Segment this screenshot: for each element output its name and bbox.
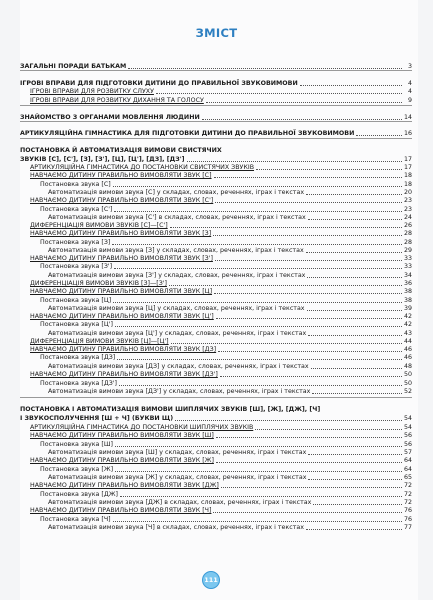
toc-entry-title: НАВЧАЄМО ДИТИНУ ПРАВИЛЬНО ВИМОВЛЯТИ ЗВУК [З'] [30, 255, 213, 262]
toc-entry-page: 33 [403, 263, 412, 270]
toc-entry-title: ЗВУКІВ [С], [С'], [З], [З'], [Ц], [Ц'], [ДЗ], [ДЗ'] [20, 156, 185, 163]
dot-leader [115, 446, 402, 447]
dot-leader [307, 277, 402, 278]
dot-leader [308, 219, 402, 220]
toc-entry-title: НАВЧАЄМО ДИТИНУ ПРАВИЛЬНО ВИМОВЛЯТИ ЗВУК [ДЗ] [30, 346, 217, 353]
toc-entry-page: 42 [403, 321, 412, 328]
toc-entry-page: 56 [403, 432, 412, 439]
toc-entry-page: 20 [403, 189, 412, 196]
toc-entry-title: НАВЧАЄМО ДИТИНУ ПРАВИЛЬНО ВИМОВЛЯТИ ЗВУК [С'] [30, 197, 214, 204]
dot-leader [114, 211, 402, 212]
toc-entry-title: ЗНАЙОМСТВО З ОРГАНАМИ МОВЛЕННЯ ЛЮДИНИ [20, 114, 200, 121]
toc-entry-title: ІГРОВІ ВПРАВИ ДЛЯ РОЗВИТКУ СЛУХУ [30, 88, 154, 95]
toc-entry-page: 18 [403, 172, 412, 179]
toc-entry-page: 34 [403, 272, 412, 279]
toc-entry-page: 42 [403, 313, 412, 320]
dot-leader [307, 310, 402, 311]
toc-entry-title: Постановка звука [ДЖ] [40, 491, 118, 498]
dot-leader [216, 437, 402, 438]
toc-entry-page: 65 [403, 474, 412, 481]
dot-leader [175, 420, 402, 421]
toc-entry-page: 46 [403, 346, 412, 353]
toc-entry-page: 77 [403, 524, 412, 531]
toc-entry-title: АРТИКУЛЯЦІЙНА ГІМНАСТИКА ДО ПОСТАНОВКИ ШИПЛЯЧИХ ЗВУКІВ [30, 424, 254, 431]
toc-entry-title: ДИФЕРЕНЦІАЦІЯ ВИМОВИ ЗВУКІВ [С]—[С'] [30, 222, 168, 229]
section-divider [20, 138, 412, 139]
toc-entry-page: 18 [403, 181, 412, 188]
dot-leader [113, 521, 402, 522]
toc-entry-title: Постановка звука [Ш] [40, 441, 114, 448]
toc-entry-page: 17 [403, 164, 412, 171]
toc-entry-page: 72 [403, 482, 412, 489]
dot-leader [215, 202, 402, 203]
dot-leader [306, 529, 402, 530]
toc-entry-page: 56 [403, 441, 412, 448]
toc-entry[interactable] [20, 431, 412, 440]
dot-leader [113, 302, 402, 303]
toc-entry-title: Постановка звука [З'] [40, 263, 113, 270]
dot-leader [256, 169, 402, 170]
toc-entry[interactable] [20, 129, 412, 138]
dot-leader [313, 504, 402, 505]
toc-entry-page: 50 [403, 371, 412, 378]
toc-entry-title: Автоматизація вимови звука [С'] в складах, словах, реченнях, іграх і текстах [48, 214, 306, 221]
toc-entry-title: ЗАГАЛЬНІ ПОРАДИ БАТЬКАМ [20, 63, 127, 70]
toc-entry-title: НАВЧАЄМО ДИТИНУ ПРАВИЛЬНО ВИМОВЛЯТИ ЗВУК [ДЖ] [30, 482, 219, 489]
dot-leader [221, 487, 402, 488]
toc-entry-title: Постановка звука [Ч] [40, 516, 111, 523]
dot-leader [202, 119, 402, 120]
toc-entry-page: 38 [403, 288, 412, 295]
toc-entry-page: 36 [403, 280, 412, 287]
toc-entry-title: Автоматизація вимови звука [ДЗ'] у складах, словах, реченнях, іграх і текстах [48, 388, 311, 395]
toc-entry-page: 76 [403, 507, 412, 514]
dot-leader [356, 135, 402, 136]
toc-entry-page: 23 [403, 197, 412, 204]
toc-entry-title: Автоматизація вимови звука [З] у складах, словах, реченнях, іграх і текстах [48, 247, 304, 254]
dot-leader [308, 479, 402, 480]
dot-leader [216, 462, 402, 463]
dot-leader [128, 68, 402, 69]
toc-entry-title: Постановка звука [С'] [40, 206, 113, 213]
toc-entry-title: АРТИКУЛЯЦІЙНА ГІМНАСТИКА ДЛЯ ПІДГОТОВКИ ДИТИНИ ДО ПРАВИЛЬНОЇ ЗВУКОВИМОВИ [20, 130, 355, 137]
toc-entry-title: Постановка звука [Ж] [40, 466, 114, 473]
toc-entry-title: ПОСТАНОВКА І АВТОМАТИЗАЦІЯ ВИМОВИ ШИПЛЯЧИХ ЗВУКІВ [Ш], [Ж], [ДЖ], [Ч] [20, 406, 321, 413]
toc-entry-page: 54 [403, 415, 412, 422]
toc-entry-title: Автоматизація вимови звука [ДЖ] в складах, словах, реченнях, іграх і текстах [48, 499, 312, 506]
toc-entry-title: АРТИКУЛЯЦІЙНА ГІМНАСТИКА ДО ПОСТАНОВКИ СВИСТЯЧИХ ЗВУКІВ [30, 164, 255, 171]
dot-leader [308, 454, 402, 455]
toc-entry[interactable] [20, 387, 412, 396]
toc-entry[interactable] [20, 87, 412, 96]
toc-entry-title: Постановка звука [Ц'] [40, 321, 113, 328]
dot-leader [113, 186, 402, 187]
dot-leader [214, 293, 402, 294]
dot-leader [312, 393, 402, 394]
toc-entry-title: НАВЧАЄМО ДИТИНУ ПРАВИЛЬНО ВИМОВЛЯТИ ЗВУК [ДЗ'] [30, 371, 218, 378]
toc-entry-title: НАВЧАЄМО ДИТИНУ ПРАВИЛЬНО ВИМОВЛЯТИ ЗВУК [С] [30, 172, 212, 179]
toc-entry[interactable] [20, 146, 412, 155]
toc-entry-title: НАВЧАЄМО ДИТИНУ ПРАВИЛЬНО ВИМОВЛЯТИ ЗВУК [Ш] [30, 432, 214, 439]
toc-entry-page: 33 [403, 255, 412, 262]
toc-entry-title: Автоматизація вимови звука [С] у складах, словах, реченнях, іграх і текстах [48, 189, 305, 196]
dot-leader [171, 343, 402, 344]
toc-entry-title: Автоматизація вимови звука [ДЗ] у складах, словах, реченнях, іграх і текстах [48, 363, 309, 370]
toc-entry[interactable] [20, 96, 412, 105]
toc-entry-page: 72 [403, 491, 412, 498]
toc-entry-title: Постановка звука [ДЗ'] [40, 380, 117, 387]
toc-entry-title: ПОСТАНОВКА Й АВТОМАТИЗАЦІЯ ВИМОВИ СВИСТЯЧИХ [20, 147, 222, 154]
section-divider [20, 121, 412, 122]
dot-leader [214, 177, 402, 178]
toc-entry-page: 54 [403, 424, 412, 431]
toc-entry[interactable] [20, 262, 412, 271]
toc-entry-page: 44 [403, 338, 412, 345]
toc-entry-title: Постановка звука [Ц] [40, 297, 112, 304]
toc-entry-page: 46 [403, 354, 412, 361]
toc-entry-title: Постановка звука [ДЗ] [40, 354, 116, 361]
toc-entry[interactable] [20, 320, 412, 329]
dot-leader [300, 85, 402, 86]
dot-leader [115, 471, 402, 472]
dot-leader [213, 512, 402, 513]
section-divider [20, 70, 412, 71]
toc-entry-page: 4 [407, 88, 412, 95]
toc-entry[interactable] [20, 414, 412, 423]
dot-leader [119, 385, 402, 386]
dot-leader [112, 244, 402, 245]
dot-leader [306, 252, 402, 253]
toc-entry-page: 64 [403, 466, 412, 473]
dot-leader [117, 359, 402, 360]
toc-entry[interactable] [20, 171, 412, 180]
dot-leader [115, 326, 402, 327]
section-divider [20, 397, 412, 398]
toc-title: ЗМІСТ [195, 26, 238, 40]
toc-entry[interactable] [20, 456, 412, 465]
dot-leader [220, 376, 402, 377]
toc-entry-title: НАВЧАЄМО ДИТИНУ ПРАВИЛЬНО ВИМОВЛЯТИ ЗВУК [Ж] [30, 457, 214, 464]
toc-entry-page: 28 [403, 239, 412, 246]
toc-entry-page: 26 [403, 222, 412, 229]
toc-entry-page: 43 [403, 330, 412, 337]
dot-leader [120, 496, 402, 497]
toc-entry[interactable] [20, 353, 412, 362]
toc-entry[interactable] [20, 287, 412, 296]
dot-leader [114, 268, 402, 269]
toc-entry-title: ДИФЕРЕНЦІАЦІЯ ВИМОВИ ЗВУКІВ [Ц]—[Ц'] [30, 338, 169, 345]
toc-entry[interactable] [20, 196, 412, 205]
toc-entry-page: 72 [403, 499, 412, 506]
toc-entry-title: Автоматизація вимови звука [З'] у складах, словах, реченнях, іграх і текстах [48, 272, 306, 279]
toc-entry-page: 17 [403, 156, 412, 163]
toc-entry-page: 48 [403, 363, 412, 370]
dot-leader [169, 285, 402, 286]
toc-entry-title: Постановка звука [С] [40, 181, 111, 188]
toc-entry-title: Автоматизація вимови звука [Ж] у складах, словах, реченнях, іграх і текстах [48, 474, 307, 481]
toc-entry[interactable] [20, 506, 412, 515]
toc-entry-title: НАВЧАЄМО ДИТИНУ ПРАВИЛЬНО ВИМОВЛЯТИ ЗВУК [З] [30, 230, 212, 237]
toc-entry-title: НАВЧАЄМО ДИТИНУ ПРАВИЛЬНО ВИМОВЛЯТИ ЗВУК [Ц'] [30, 313, 214, 320]
toc-entry-page: 28 [403, 230, 412, 237]
dot-leader [311, 368, 402, 369]
toc-entry-page: 23 [403, 206, 412, 213]
dot-leader [156, 93, 402, 94]
toc-entry-title: ІГРОВІ ВПРАВИ ДЛЯ ПІДГОТОВКИ ДИТИНИ ДО ПРАВИЛЬНОЇ ЗВУКОВИМОВИ [20, 80, 298, 87]
toc-entry-page: 50 [403, 380, 412, 387]
toc-entry-title: НАВЧАЄМО ДИТИНУ ПРАВИЛЬНО ВИМОВЛЯТИ ЗВУК [Ц] [30, 288, 213, 295]
dot-leader [187, 161, 402, 162]
toc-entry-page: 76 [403, 516, 412, 523]
toc-entry-page: 3 [407, 63, 412, 70]
toc-entry-page: 39 [403, 305, 412, 312]
toc-entry[interactable] [20, 481, 412, 490]
toc-entry-title: Постановка звука [З] [40, 239, 111, 246]
toc-entry[interactable] [20, 405, 412, 414]
dot-leader [213, 235, 402, 236]
toc-entry-page: 52 [403, 388, 412, 395]
toc-entry-page: 24 [403, 214, 412, 221]
toc-entry-title: Автоматизація вимови звука [Ч] в складах, словах, реченнях, іграх і текстах [48, 524, 304, 531]
toc-entry[interactable] [20, 523, 412, 532]
toc-entry-title: НАВЧАЄМО ДИТИНУ ПРАВИЛЬНО ВИМОВЛЯТИ ЗВУК [Ч] [30, 507, 212, 514]
toc-entry-title: Автоматизація вимови звука [Ц'] у складах, словах, реченнях, іграх і текстах [48, 330, 307, 337]
dot-leader [206, 102, 402, 103]
toc-entry-page: 16 [403, 130, 412, 137]
toc-entry-page: 38 [403, 297, 412, 304]
toc-entry-page: 29 [403, 247, 412, 254]
dot-leader [255, 429, 402, 430]
dot-leader [306, 194, 402, 195]
toc-entry-title: ДИФЕРЕНЦІАЦІЯ ВИМОВИ ЗВУКІВ [З]—[З'] [30, 280, 167, 287]
toc-entry-title: Автоматизація вимови звука [Ш] у складах, словах, реченнях, іграх і текстах [48, 449, 307, 456]
toc-entry-page: 4 [407, 80, 412, 87]
dot-leader [215, 260, 402, 261]
toc-entry-page: 14 [403, 114, 412, 121]
dot-leader [170, 227, 402, 228]
toc-entry-title: ІГРОВІ ВПРАВИ ДЛЯ РОЗВИТКУ ДИХАННЯ ТА ГОЛОСУ [30, 97, 204, 104]
dot-leader [218, 351, 402, 352]
section-divider [20, 105, 412, 106]
toc-entry-title: Автоматизація вимови звука [Ц] у складах, словах, реченнях, іграх і текстах [48, 305, 305, 312]
toc-entry-title: І ЗВУКОСПОЛУЧЕННЯ [Ш + Ч] (БУКВИ Щ) [20, 415, 174, 422]
toc-entry-page: 64 [403, 457, 412, 464]
toc-entry[interactable] [20, 229, 412, 238]
dot-leader [308, 335, 402, 336]
toc-entry-page: 57 [403, 449, 412, 456]
toc-entry[interactable] [20, 370, 412, 379]
toc-entry-page: 9 [407, 97, 412, 104]
page-number-badge: 111 [202, 571, 220, 589]
dot-leader [216, 318, 402, 319]
